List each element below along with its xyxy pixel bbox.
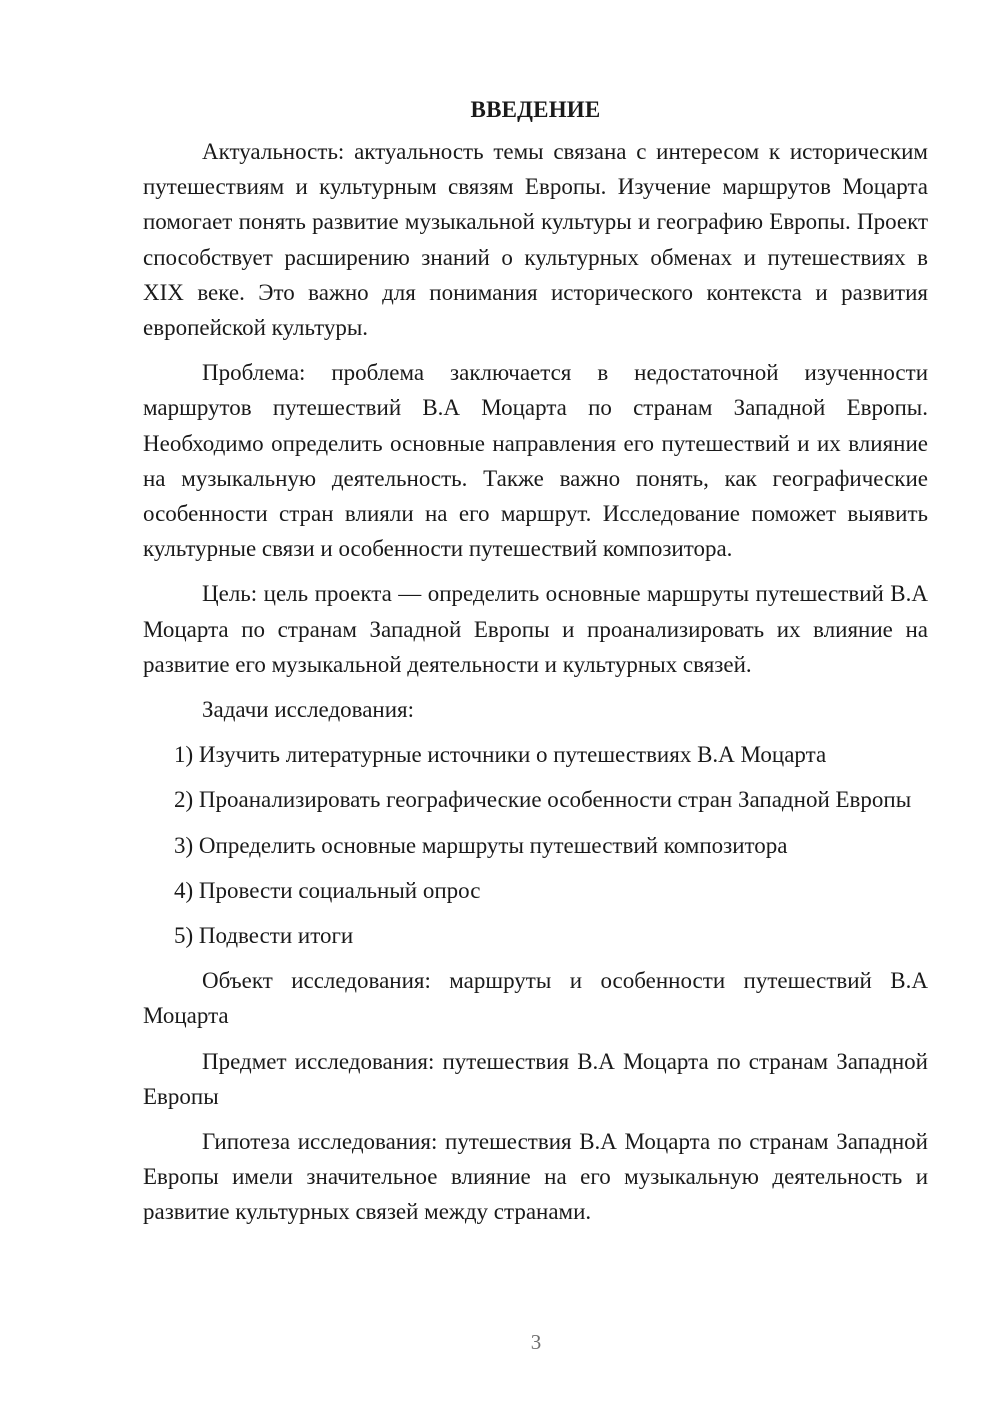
paragraph-hypothesis: Гипотеза исследования: путешествия В.А Моцарта по странам Западной Европы имели значительное влияние на его музыкальную деятельность и развитие культурных связей между странами.: [143, 1129, 928, 1225]
paragraph-goal: Цель: цель проекта — определить основные маршруты путешествий В.А Моцарта по странам Западной Европы и проанализировать их влияние на развитие его музыкальной деятельности и культурных связей.: [143, 581, 928, 677]
paragraph-subject: Предмет исследования: путешествия В.А Моцарта по странам Западной Европы: [143, 1048, 928, 1109]
page-number: 3: [530, 1330, 542, 1354]
paragraph-problem: Проблема: проблема заключается в недостаточной изученности маршрутов путешествий В.А Моцарта по странам Западной Европы. Необходимо определить основные направления его путешествий и их влияние на музыкальную деятельность. Также важно понять, как географические особенности стран влияли на его маршрут. Исследование поможет выявить культурные связи и особенности путешествий композитора.: [143, 360, 928, 562]
task-item: 1) Изучить литературные источники о путешествиях В.А Моцарта: [174, 742, 827, 768]
tasks-heading: Задачи исследования:: [202, 697, 415, 723]
task-item: 2) Проанализировать географические особенности стран Западной Европы: [174, 787, 912, 813]
section-heading: ВВЕДЕНИЕ: [470, 97, 601, 122]
task-item: 5) Подвести итоги: [174, 923, 354, 949]
paragraph-object: Объект исследования: маршруты и особенности путешествий В.А Моцарта: [143, 968, 928, 1029]
page-content: [143, 90, 928, 1230]
paragraph-relevance: Актуальность: актуальность темы связана с интересом к историческим путешествиям и культурным связям Европы. Изучение маршрутов Моцарта помогает понять развитие музыкальной культуры и географию Европы. Проект способствует расширению знаний о культурных обменах и путешествиях в XIX веке. Это важно для понимания исторического контекста и развития европейской культуры.: [143, 139, 928, 341]
task-item: 3) Определить основные маршруты путешествий композитора: [174, 832, 788, 858]
task-item: 4) Провести социальный опрос: [174, 877, 481, 903]
